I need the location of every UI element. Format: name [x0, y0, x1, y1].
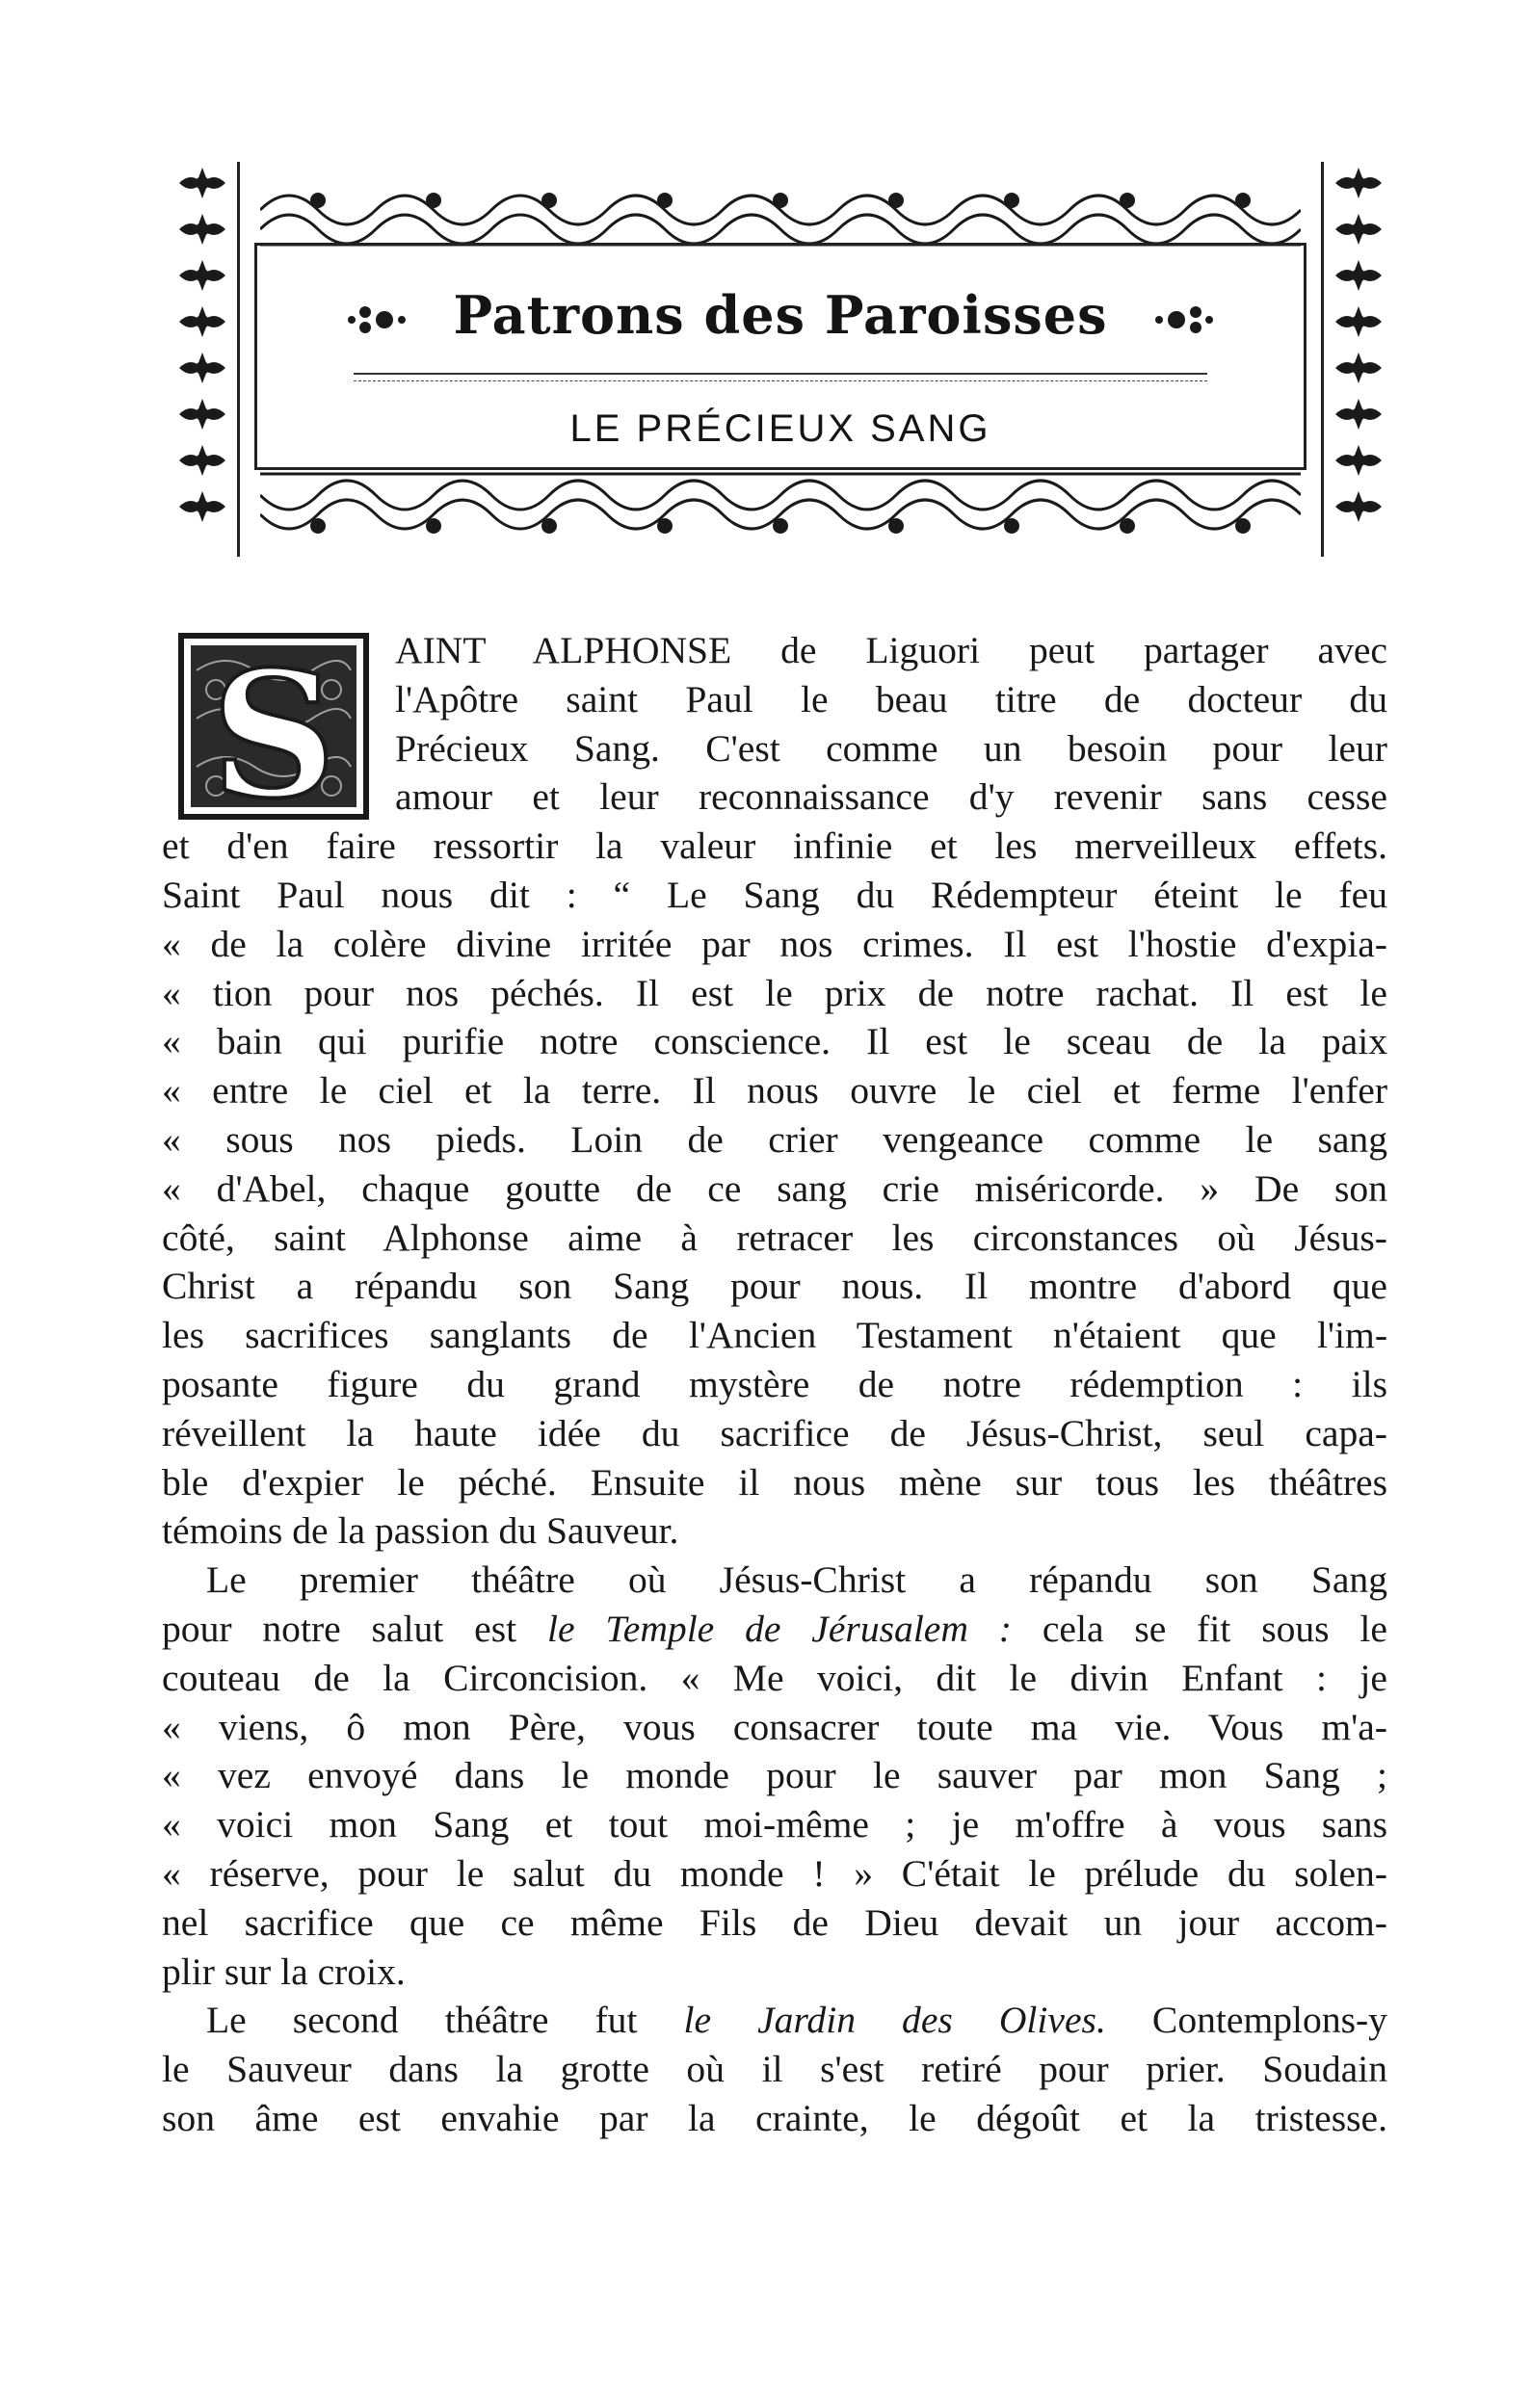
title-rule	[354, 373, 1207, 375]
text-segment: Contemplons-y	[1105, 1999, 1387, 2042]
text-line: ble d'expier le péché. Ensuite il nous mène sur tous les théâtres	[162, 1460, 1387, 1504]
text-line: « de la colère divine irritée par nos crimes. Il est l'hostie d'expia-	[162, 922, 1387, 965]
fleuron-column-left-ornament	[173, 162, 231, 557]
text-line: le Sauveur dans la grotte où il s'est retiré pour prier. Soudain	[162, 2048, 1387, 2091]
article-body	[162, 626, 1387, 2143]
italic-phrase: le Temple de Jérusalem :	[546, 1607, 1012, 1650]
text-line: les sacrifices sanglants de l'Ancien Testament n'étaient que l'im-	[162, 1314, 1387, 1357]
text-line: témoins de la passion du Sauveur.	[162, 1509, 679, 1553]
text-line: Le premier théâtre où Jésus-Christ a répandu son Sang	[206, 1558, 1387, 1602]
ornamental-band-top	[260, 171, 1301, 249]
series-title-text: Patrons des Paroisses	[453, 284, 1108, 346]
text-line: AINT ALPHONSE de Liguori peut partager avec	[395, 629, 1387, 671]
text-segment: pour notre salut est	[162, 1607, 547, 1650]
text-line: nel sacrifice que ce même Fils de Dieu devait un jour accom-	[162, 1900, 1387, 1944]
text-line: « réserve, pour le salut du monde ! » C'était le prélude du solen-	[162, 1851, 1387, 1895]
border-line-right	[1321, 162, 1324, 557]
text-line: « tion pour nos péchés. Il est le prix de notre rachat. Il est le	[162, 971, 1387, 1014]
text-line: « d'Abel, chaque goutte de ce sang crie miséricorde. » De son	[162, 1166, 1387, 1210]
ornamental-band-bottom	[260, 470, 1301, 547]
text-line: « sous nos pieds. Loin de crier vengeance comme le sang	[162, 1117, 1387, 1161]
text-line: « viens, ô mon Père, vous consacrer toute ma vie. Vous m'a-	[162, 1705, 1387, 1748]
text-line: Saint Paul nous dit : “ Le Sang du Rédempteur éteint le feu	[162, 873, 1387, 916]
text-line: couteau de la Circoncision. « Me voici, dit le divin Enfant : je	[162, 1656, 1387, 1699]
text-segment: Le second théâtre fut	[206, 1999, 684, 2042]
title-frame	[254, 243, 1307, 470]
text-line: « voici mon Sang et tout moi-même ; je m'offre à vous sans	[162, 1803, 1387, 1846]
text-line: « entre le ciel et la terre. Il nous ouvre le ciel et ferme l'enfer	[162, 1069, 1387, 1112]
text-line: réveillent la haute idée du sacrifice de Jésus-Christ, seul capa-	[162, 1411, 1387, 1454]
text-line	[162, 1996, 1387, 2045]
italic-phrase: le Jardin des Olives.	[683, 1999, 1106, 2042]
title-header	[173, 162, 1387, 557]
text-line: côté, saint Alphonse aime à retracer les circonstances où Jésus-	[162, 1216, 1387, 1259]
text-line: et d'en faire ressortir la valeur infinie et les merveilleux effets.	[162, 824, 1387, 868]
text-line: « bain qui purifie notre conscience. Il est le sceau de la paix	[162, 1020, 1387, 1063]
series-title	[257, 284, 1304, 346]
fleuron-column-right-ornament	[1330, 162, 1387, 557]
text-line	[162, 1605, 1387, 1654]
text-line: l'Apôtre saint Paul le beau titre de docteur du	[395, 677, 1387, 720]
text-line: « vez envoyé dans le monde pour le sauver par mon Sang ;	[162, 1754, 1387, 1797]
text-line: Précieux Sang. C'est comme un besoin pour leur	[395, 726, 1387, 770]
text-segment: cela se fit sous le	[1011, 1607, 1387, 1650]
flourish-right-icon	[1151, 301, 1219, 339]
dropcap-letter: S	[211, 634, 336, 821]
text-line: plir sur la croix.	[162, 1950, 406, 1993]
text-line: Christ a répandu son Sang pour nous. Il montre d'abord que	[162, 1265, 1387, 1308]
text-line: posante figure du grand mystère de notre rédemption : ils	[162, 1362, 1387, 1405]
text-line: amour et leur reconnaissance d'y revenir sans cesse	[395, 775, 1387, 819]
border-line-left	[237, 162, 240, 557]
flourish-left-icon	[342, 301, 409, 339]
title-rule-dashed	[354, 380, 1207, 381]
subtitle: LE PRÉCIEUX SANG	[569, 407, 991, 450]
dropcap-s-ornament	[177, 632, 370, 821]
text-line: son âme est envahie par la crainte, le dégoût et la tristesse.	[162, 2096, 1387, 2139]
